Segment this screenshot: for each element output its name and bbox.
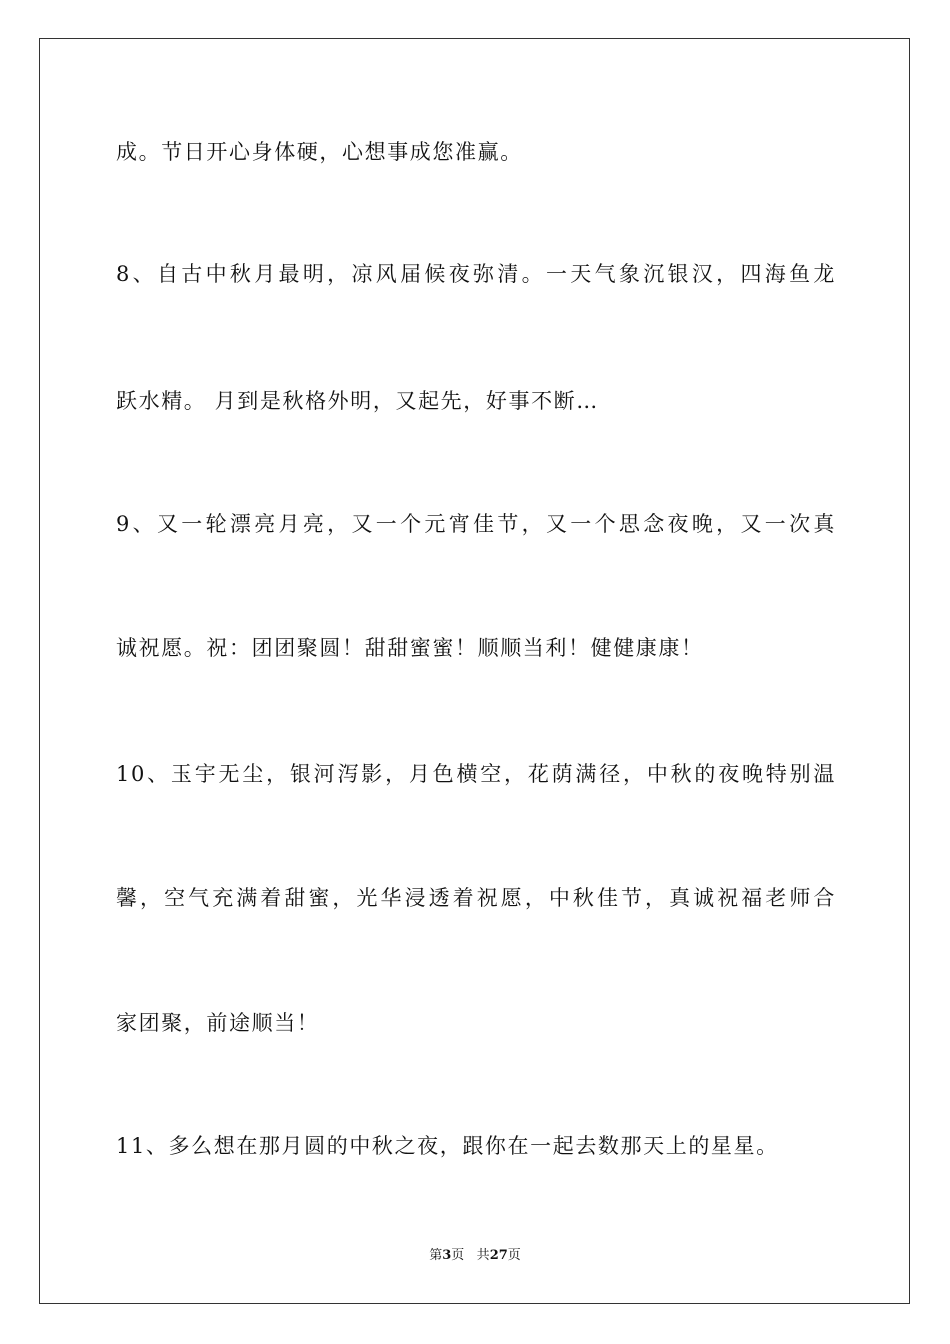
- text-line-5: 诚祝愿。祝：团团聚圆！甜甜蜜蜜！顺顺当利！健健康康！: [116, 636, 704, 660]
- text-line-1: 成。节日开心身体硬，心想事成您准赢。: [116, 140, 523, 164]
- page-prefix: 第: [429, 1248, 443, 1263]
- page-border: [39, 38, 910, 1304]
- text-line-8: 家团聚，前途顺当！: [116, 1011, 320, 1035]
- page-suffix: 页: [451, 1248, 465, 1263]
- text-line-3: 跃水精。 月到是秋格外明，又起先，好事不断…: [116, 389, 599, 413]
- text-line-4: 9、又一轮漂亮月亮，又一个元宵佳节，又一个思念夜晚，又一次真: [116, 512, 836, 536]
- text-line-6: 10、玉宇无尘，银河泻影，月色横空，花荫满径，中秋的夜晚特别温: [116, 762, 836, 786]
- total-suffix: 页: [507, 1248, 521, 1263]
- text-line-9: 11、多么想在那月圆的中秋之夜，跟你在一起去数那天上的星星。: [116, 1134, 779, 1158]
- text-line-2: 8、自古中秋月最明，凉风届候夜弥清。一天气象沉银汉，四海鱼龙: [116, 262, 836, 286]
- total-prefix: 共: [476, 1248, 490, 1263]
- page-number: 3: [442, 1248, 452, 1263]
- text-line-7: 馨，空气充满着甜蜜，光华浸透着祝愿，中秋佳节，真诚祝福老师合: [116, 886, 836, 910]
- total-pages: 27: [489, 1248, 508, 1263]
- page-footer: [0, 1247, 950, 1265]
